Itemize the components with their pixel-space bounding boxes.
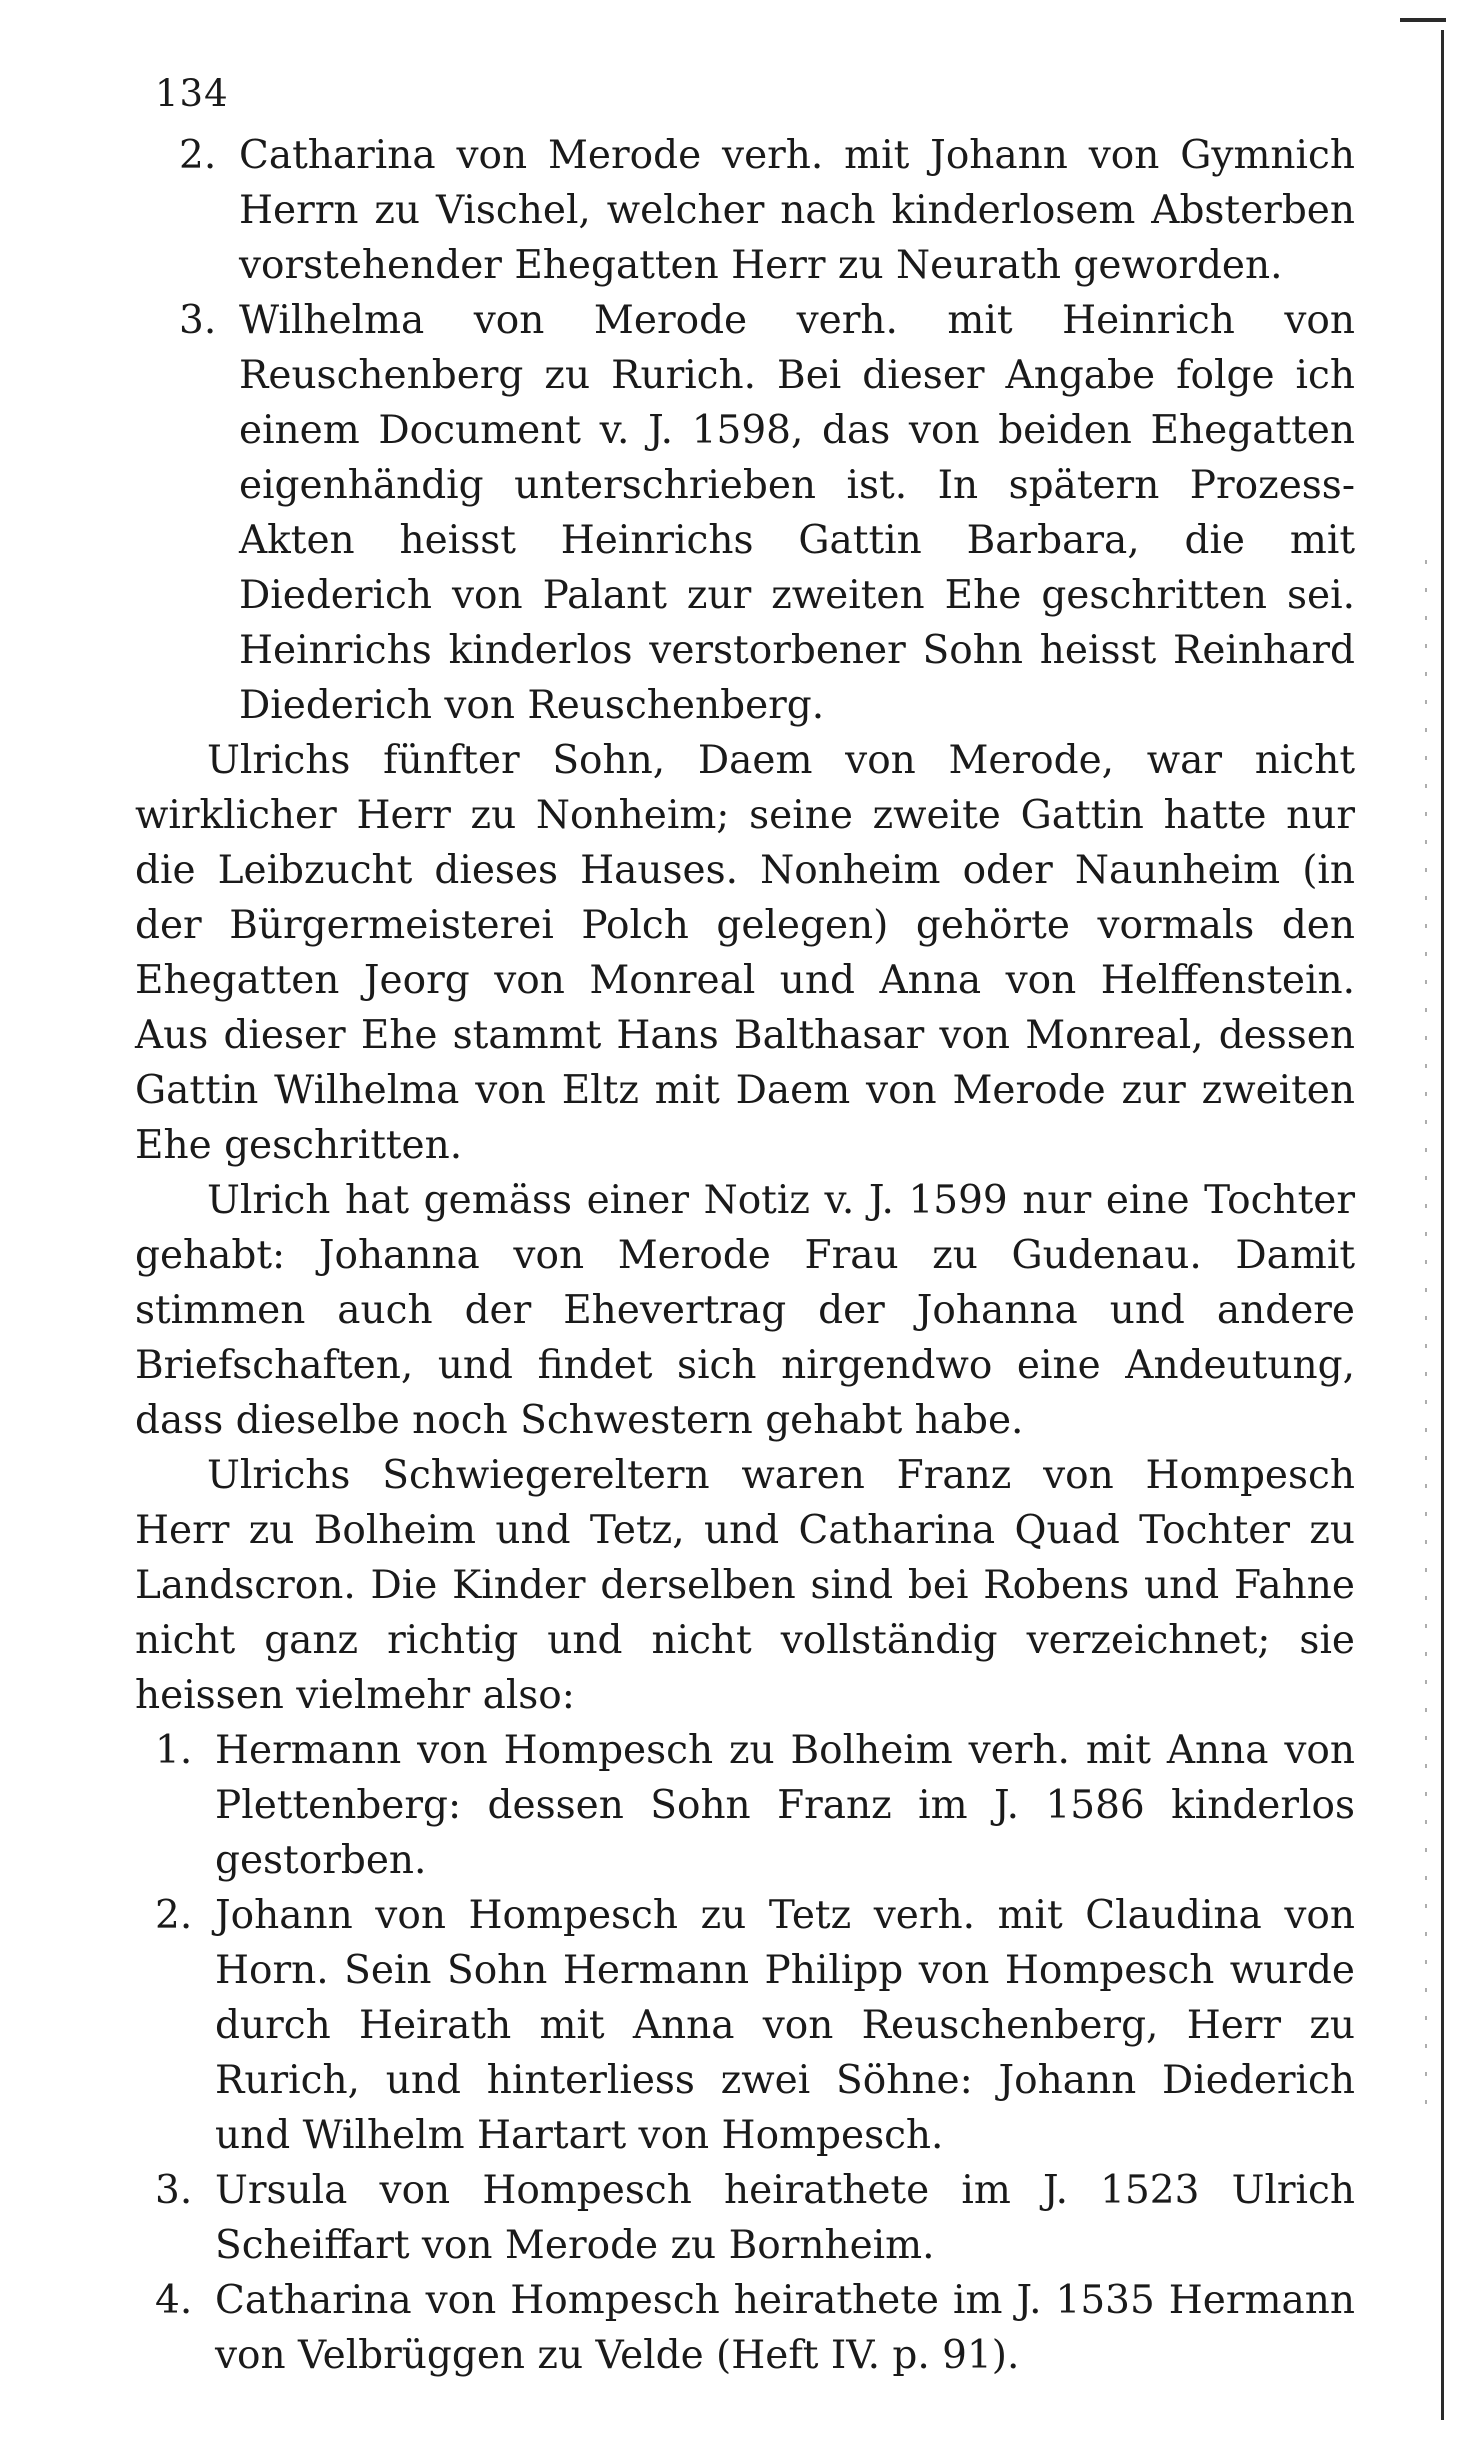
list-item	[135, 2163, 1355, 2273]
paragraph-schwiegereltern: Ulrichs Schwiegereltern waren Franz von Hompesch Herr zu Bolheim und Tetz, und Catharina Quad Tochter zu Landscron. Die Kinder derselben sind bei Robens und Fahne nicht ganz richtig und nicht vollständig verzeichnet; sie heissen vielmehr also:	[135, 1453, 1355, 1718]
list-item-text: Wilhelma von Merode verh. mit Heinrich von Reuschenberg zu Rurich. Bei dieser Angabe folge ich einem Document v. J. 1598, das von beiden Ehegatten eigenhändig unterschrieben ist. In spätern Prozess-Akten heisst Heinrichs Gattin Barbara, die mit Diederich von Palant zur zweiten Ehe geschritten sei. Heinrichs kinderlos verstorbener Sohn heisst Reinhard Diederich von Reuschenberg.	[239, 298, 1355, 728]
page-edge-rule	[1441, 30, 1444, 2420]
list-item	[135, 1888, 1355, 2163]
list-item-text: Catharina von Merode verh. mit Johann von Gymnich Herrn zu Vischel, welcher nach kinderlosem Absterben vorstehender Ehegatten Herr zu Neurath geworden.	[239, 133, 1355, 288]
paragraph-daem: Ulrichs fünfter Sohn, Daem von Merode, war nicht wirklicher Herr zu Nonheim; seine zweite Gattin hatte nur die Leibzucht dieses Hauses. Nonheim oder Naunheim (in der Bürgermeisterei Polch gelegen) gehörte vormals den Ehegatten Jeorg von Monreal und Anna von Helffenstein. Aus dieser Ehe stammt Hans Balthasar von Monreal, dessen Gattin Wilhelma von Eltz mit Daem von Merode zur zweiten Ehe geschritten.	[135, 738, 1355, 1168]
list-item-text: Johann von Hompesch zu Tetz verh. mit Claudina von Horn. Sein Sohn Hermann Philipp von Hompesch wurde durch Heirath mit Anna von Reuschenberg, Herr zu Rurich, und hinterliess zwei Söhne: Johann Diederich und Wilhelm Hartart von Hompesch.	[215, 1893, 1355, 2158]
list-item-number: 3.	[179, 298, 217, 343]
page-edge-top-mark	[1400, 18, 1446, 22]
page-number: 134	[155, 72, 229, 115]
list-item-number: 2.	[155, 1893, 193, 1938]
list-item-number: 1.	[155, 1728, 193, 1773]
list-item	[135, 2273, 1355, 2383]
list-item-text: Catharina von Hompesch heirathete im J. 1535 Hermann von Velbrüggen zu Velde (Heft IV. p. 91).	[215, 2278, 1355, 2378]
list-item	[135, 293, 1355, 733]
list-merode-children	[135, 128, 1355, 733]
list-hompesch-children	[135, 1723, 1355, 2383]
list-item-number: 3.	[155, 2168, 193, 2213]
page-body	[135, 128, 1355, 2383]
list-item	[135, 128, 1355, 293]
list-item-number: 2.	[179, 133, 217, 178]
list-item	[135, 1723, 1355, 1888]
list-item-text: Ursula von Hompesch heirathete im J. 1523 Ulrich Scheiffart von Merode zu Bornheim.	[215, 2168, 1355, 2268]
list-item-text: Hermann von Hompesch zu Bolheim verh. mit Anna von Plettenberg: dessen Sohn Franz im J. 1586 kinderlos gestorben.	[215, 1728, 1355, 1883]
page-edge-shadow	[1425, 560, 1427, 2120]
list-item-number: 4.	[155, 2278, 193, 2323]
paragraph-ulrich-daughter: Ulrich hat gemäss einer Notiz v. J. 1599 nur eine Tochter gehabt: Johanna von Merode Frau zu Gudenau. Damit stimmen auch der Ehevertrag der Johanna und andere Briefschaften, und findet sich nirgendwo eine Andeutung, dass dieselbe noch Schwestern gehabt habe.	[135, 1178, 1355, 1443]
